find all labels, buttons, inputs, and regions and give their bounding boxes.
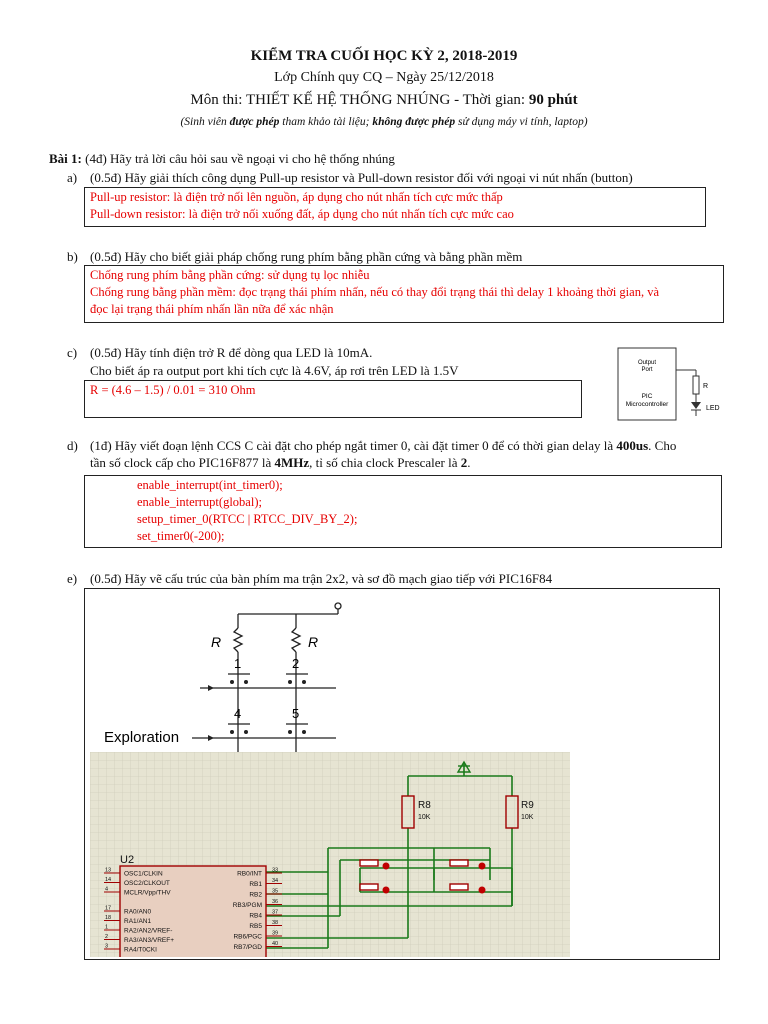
exploration-label: Exploration [104,729,180,746]
fig-port-label: Port [641,367,653,373]
r8-label: R8 [418,800,431,811]
qc-answer-line: R = (4.6 – 1.5) / 0.01 = 310 Ohm [90,383,256,397]
chip-pin-number: 2 [105,934,109,940]
chip-pin-number: 1 [105,924,109,931]
qa-question: (0.5đ) Hãy giải thích công dụng Pull-up resistor và Pull-down resistor đối với ngoại vi nút nhấn (button) [90,170,633,185]
qb-answer-line: Chống rung bằng phần mềm: đọc trạng thái phím nhấn, nếu có thay đổi trạng thái thì delay 1 khoảng thời gian, và [90,285,659,299]
chip-pin-name: RA3/AN3/VREF+ [124,937,175,944]
fig-micro-label: Microcontroller [625,401,669,408]
qc-marker: c) [67,345,78,360]
class-line: Lớp Chính quy CQ – Ngày 25/12/2018 [274,70,494,85]
key-5-label: 5 [292,706,300,721]
led-circuit-figure [600,340,740,425]
qb-answer-line: Chống rung phím bằng phần cứng: sử dụng tụ lọc nhiễu [90,268,370,282]
chip-pin-number: 4 [105,886,109,893]
qb-marker: b) [67,249,78,264]
chip-pin-number: 34 [272,878,279,884]
fig-output-label: Output [637,360,657,366]
code-line: setup_timer_0(RTCC | RTCC_DIV_BY_2); [137,512,358,526]
qe-marker: e) [67,571,78,586]
code-line: enable_interrupt(global); [137,495,262,509]
chip-pin-name: RB7/PGD [233,944,262,951]
chip-pin-number: 35 [272,888,279,895]
fig-r-label: R [703,383,709,390]
qc-question-2: Cho biết áp ra output port khi tích cực là 4.6V, áp rơi trên LED là 1.5V [90,363,459,378]
chip-pin-name: RA1/AN1 [124,918,152,925]
code-line: enable_interrupt(int_timer0); [137,478,283,492]
qa-marker: a) [67,170,78,185]
bai1-heading: Bài 1: (4đ) Hãy trả lời câu hỏi sau về ngoại vi cho hệ thống nhúng [49,151,395,166]
key-1-label: 1 [234,656,242,671]
qb-answer-box [84,265,724,323]
qb-answer-line: đọc lại trạng thái phím nhấn lần nữa để xác nhận [90,302,334,316]
chip-pin-name: RB5 [249,923,262,930]
chip-pin-number: 38 [272,920,279,926]
r8-value: 10K [418,814,431,821]
chip-pin-number: 18 [105,915,112,921]
key-2-label: 2 [292,656,300,671]
subject-prefix: Môn thi: THIẾT KẾ HỆ THỐNG NHÚNG - Thời gian: [190,92,529,108]
chip-pin-name: OSC1/CLKIN [124,870,163,878]
chip-pin-number: 40 [272,941,279,947]
chip-pin-number: 17 [105,905,112,912]
chip-pin-name: MCLR/Vpp/THV [124,889,171,897]
chip-pin-name: RB2 [249,891,262,899]
qb-question: (0.5đ) Hãy cho biết giải pháp chống rung phím bằng phần cứng và bằng phần mềm [90,249,523,264]
pic-block [618,348,676,420]
chip-pin-number: 37 [272,909,279,916]
code-line: set_timer0(-200); [137,529,225,543]
qd-code-box [84,475,722,548]
sketch-r1: R [211,634,222,650]
qa-answer-line: Pull-down resistor: là điện trở nối xuống đất, áp dụng cho nút nhấn tích cực mức cao [90,207,514,221]
fig-led-label: LED [706,405,720,412]
chip-pin-number: 14 [105,877,112,883]
subject-line [0,92,768,109]
resistor-r [693,376,699,394]
qc-question-1: (0.5đ) Hãy tính điện trở R để dòng qua LED là 10mA. [90,345,373,360]
r9-value: 10K [521,814,534,821]
chip-pin-number: 3 [105,943,109,950]
chip-pin-name: RA4/T0CKI [124,946,157,954]
chip-pin-name: RB6/PGC [233,933,262,941]
qd-question: (1đ) Hãy viết đoạn lệnh CCS C cài đặt cho phép ngắt timer 0, cài đặt timer 0 để có thời gian delay là 400us. Cho tần số clock cấp cho PIC16F877 là 4MHz, tỉ số chia clock Prescaler là 2. [90,438,677,470]
chip-pin-number: 33 [272,867,279,874]
keypad-sketch [100,592,360,752]
exam-note: (Sinh viên được phép tham khảo tài liệu; không được phép sử dụng máy vi tính, laptop) [180,116,588,128]
qa-answer-line: Pull-up resistor: là điện trở nối lên nguồn, áp dụng cho nút nhấn tích cực mức thấp [90,190,503,204]
qa-answer-box [84,187,706,227]
chip-pin-name: RA0/AN0 [124,908,152,916]
chip-pin-name: RB0/INT [237,870,262,878]
key-4-label: 4 [234,706,242,721]
qd-marker: d) [67,438,78,453]
subject-time: 90 phút [528,92,578,108]
led-icon [691,402,701,409]
chip-pin-name: OSC2/CLKOUT [124,880,170,887]
chip-pin-name: RB4 [249,912,262,920]
chip-pin-name: RA2/AN2/VREF- [124,927,173,935]
r9-label: R9 [521,800,534,811]
chip-pin-number: 36 [272,899,279,905]
chip-pin-name: RB1 [249,881,262,888]
sketch-r2: R [308,634,319,650]
fig-pic-label: PIC [641,393,653,400]
chip-pin-number: 13 [105,867,112,874]
exam-title: KIỂM TRA CUỐI HỌC KỲ 2, 2018-2019 [250,48,518,64]
qc-answer-box [84,380,582,418]
proteus-schematic [90,752,570,957]
chip-pin-name: RB3/PGM [232,902,262,909]
u2-label: U2 [120,854,135,866]
chip-pin-number: 39 [272,930,279,937]
qe-question: (0.5đ) Hãy vẽ cấu trúc của bàn phím ma trận 2x2, và sơ đồ mạch giao tiếp với PIC16F84 [90,571,553,586]
